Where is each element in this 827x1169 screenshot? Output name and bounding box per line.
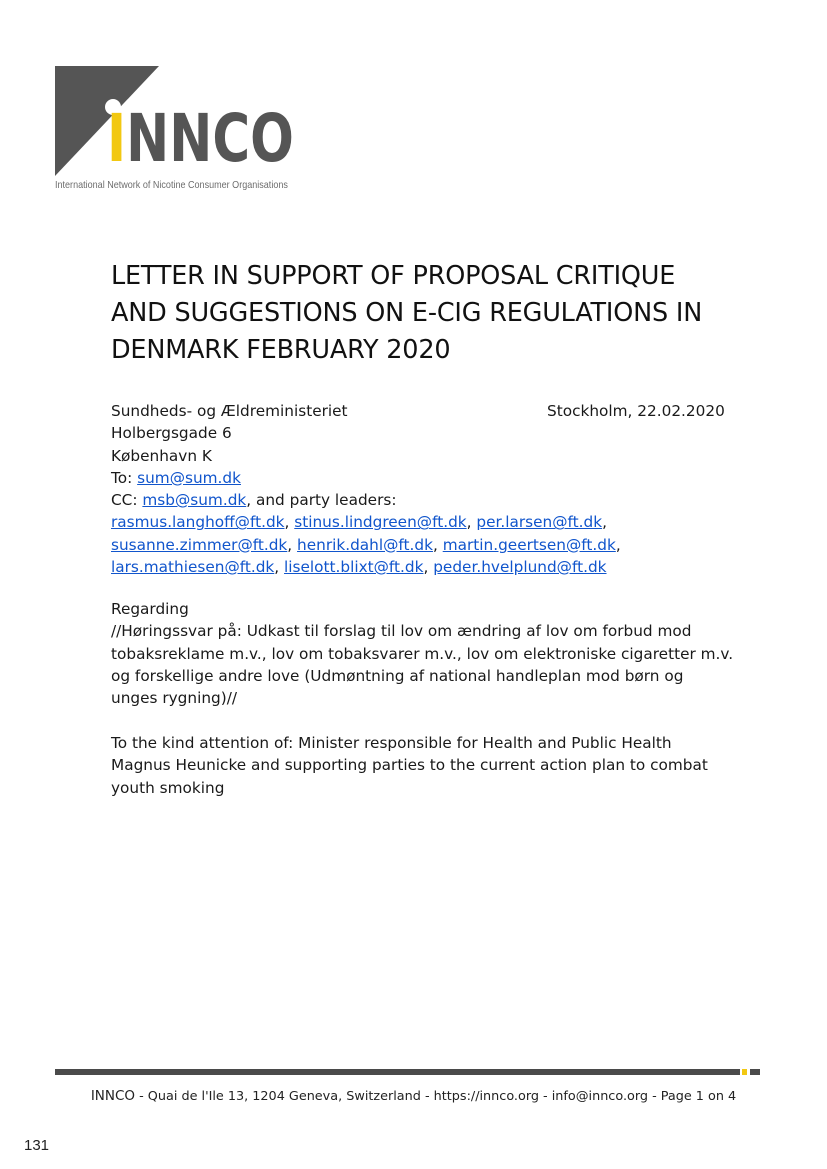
to-line [111, 467, 731, 489]
attention-line-3: youth smoking [111, 778, 225, 797]
party-email-link[interactable]: peder.hvelplund@ft.dk [433, 558, 607, 577]
regarding-line-4: unges rygning)// [111, 689, 238, 708]
regarding-heading: Regarding [111, 600, 189, 618]
footer-brand: INNCO [90, 1088, 136, 1104]
title-line-1: LETTER IN SUPPORT OF PROPOSAL CRITIQUE [111, 261, 676, 291]
regarding-line-3: og forskellige andre love (Udmøntning af national handleplan mod børn og [111, 666, 684, 685]
party-email-link[interactable]: susanne.zimmer@ft.dk [111, 535, 288, 554]
recipient-name: Sundheds- og Ældreministeriet [111, 402, 348, 420]
party-emails-row-1: rasmus.langhoff@ft.dk, stinus.lindgreen@ft.dk, per.larsen@ft.dk, [111, 513, 607, 532]
attention-line-2: Magnus Heunicke and supporting parties to the current action plan to combat [111, 756, 708, 775]
title-line-2: AND SUGGESTIONS ON E-CIG REGULATIONS IN [111, 298, 703, 328]
logo-wordmark-i: I [107, 100, 127, 177]
page-number: 131 [24, 1137, 50, 1154]
letter-date: Stockholm, 22.02.2020 [547, 402, 725, 420]
logo-wordmark [107, 100, 294, 177]
letter-title [111, 258, 751, 369]
cc-suffix: , and party leaders: [246, 491, 397, 510]
recipient-city: København K [111, 446, 212, 465]
recipient-street: Holbergsgade 6 [111, 424, 232, 443]
footer-divider [55, 1069, 740, 1075]
regarding-line-2: tobaksreklame m.v., lov om tobaksvarer m.v., lov om elektroniske cigaretter m.v. [111, 644, 734, 663]
party-email-link[interactable]: henrik.dahl@ft.dk [297, 535, 433, 554]
address-block [111, 400, 731, 578]
attention-line-1: To the kind attention of: Minister responsible for Health and Public Health [111, 734, 672, 752]
innco-logo [55, 66, 305, 201]
party-email-link[interactable]: martin.geertsen@ft.dk [442, 535, 616, 554]
to-label: To: [111, 468, 138, 487]
title-line-3: DENMARK FEBRUARY 2020 [111, 335, 451, 365]
cc-email-link[interactable]: msb@sum.dk [142, 491, 247, 510]
party-email-link[interactable]: per.larsen@ft.dk [476, 513, 603, 532]
regarding-block [111, 598, 734, 709]
party-email-link[interactable]: stinus.lindgreen@ft.dk [294, 513, 467, 532]
party-email-link[interactable]: lars.mathiesen@ft.dk [111, 558, 275, 577]
logo-tagline: International Network of Nicotine Consumer Organisations [55, 179, 288, 191]
party-emails-row-3: lars.mathiesen@ft.dk, liselott.blixt@ft.dk, peder.hvelplund@ft.dk [111, 558, 607, 577]
to-email-link[interactable]: sum@sum.dk [137, 468, 241, 487]
party-email-link[interactable]: liselott.blixt@ft.dk [284, 558, 424, 577]
cc-label: CC: [111, 491, 143, 510]
footer-accent-gray [750, 1069, 760, 1075]
footer-details: - Quai de l'Ile 13, 1204 Geneva, Switzerland - https://innco.org - info@innco.org - Page 1 on 4 [135, 1089, 737, 1104]
footer-accent-yellow [742, 1069, 747, 1075]
regarding-line-1: //Høringssvar på: Udkast til forslag til lov om ændring af lov om forbud mod [111, 622, 692, 641]
party-emails-row-2: susanne.zimmer@ft.dk, henrik.dahl@ft.dk, martin.geertsen@ft.dk, [111, 535, 621, 554]
footer-text [0, 1088, 827, 1104]
party-email-link[interactable]: rasmus.langhoff@ft.dk [111, 513, 285, 532]
attention-block [111, 732, 731, 799]
cc-line [111, 489, 731, 511]
logo-wordmark-rest: NNCO [126, 100, 294, 177]
